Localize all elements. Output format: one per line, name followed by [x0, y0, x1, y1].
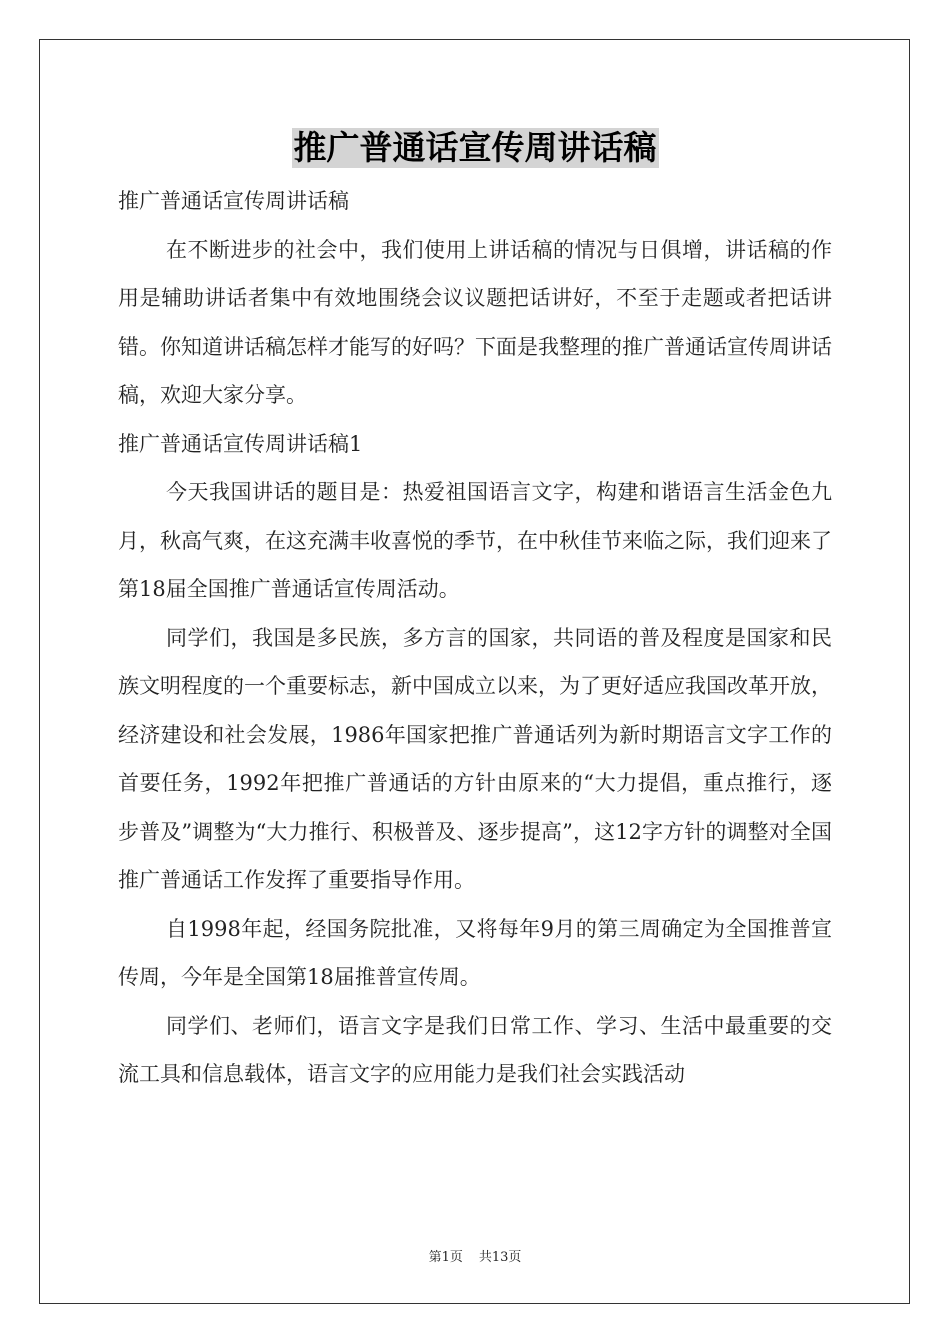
page-footer	[0, 1246, 950, 1265]
paragraph: 在不断进步的社会中，我们使用上讲话稿的情况与日俱增，讲话稿的作用是辅助讲话者集中有效地围绕会议议题把话讲好，不至于走题或者把话讲错。你知道讲话稿怎样才能写的好吗？下面是我整理的推广普通话宣传周讲话稿，欢迎大家分享。	[118, 237, 832, 407]
page-total: 共13页	[478, 1250, 522, 1265]
document-body	[118, 177, 832, 1099]
title-container	[0, 128, 950, 168]
paragraph: 推广普通话宣传周讲话稿1	[118, 431, 363, 456]
paragraph: 推广普通话宣传周讲话稿	[118, 189, 349, 213]
paragraph: 自1998年起，经国务院批准，又将每年9月的第三周确定为全国推普宣传周，今年是全国第18届推普宣传周。	[118, 916, 832, 989]
paragraph: 今天我国讲话的题目是：热爱祖国语言文字，构建和谐语言生活金色九月，秋高气爽，在这充满丰收喜悦的季节，在中秋佳节来临之际，我们迎来了第18届全国推广普通话宣传周活动。	[118, 480, 832, 601]
document-title: 推广普通话宣传周讲话稿	[293, 128, 657, 167]
paragraph: 同学们，我国是多民族，多方言的国家，共同语的普及程度是国家和民族文明程度的一个重要标志，新中国成立以来，为了更好适应我国改革开放，经济建设和社会发展，1986年国家把推广普通话列为新时期语言文字工作的首要任务，1992年把推广普通话的方针由原来的“大力提倡，重点推行，逐步普及”调整为“大力推行、积极普及、逐步提高”，这12字方针的调整对全国推广普通话工作发挥了重要指导作用。	[118, 625, 832, 892]
page-number: 第1页	[428, 1250, 463, 1265]
paragraph: 同学们、老师们，语言文字是我们日常工作、学习、生活中最重要的交流工具和信息载体，语言文字的应用能力是我们社会实践活动	[118, 1013, 832, 1086]
